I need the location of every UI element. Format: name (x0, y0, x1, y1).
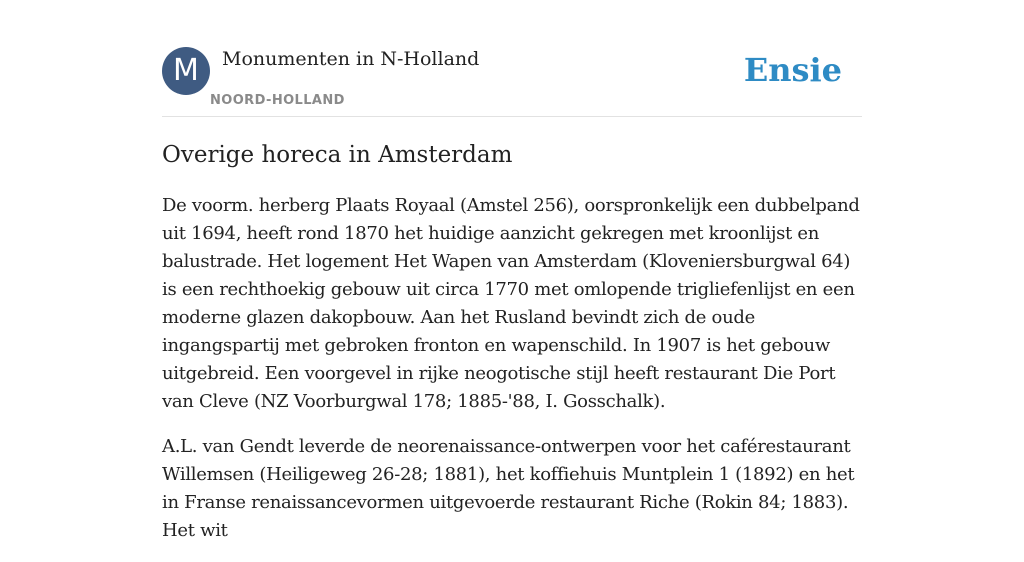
article (162, 139, 866, 562)
header (162, 47, 862, 117)
avatar[interactable]: M (162, 47, 210, 95)
article-paragraph-2: A.L. van Gendt leverde de neorenaissance-ontwerpen voor het caférestaurant Willemsen (Heiligeweg 26-28; 1881), het koffiehuis Muntplein 1 (1892) en het in Franse renaissancevormen uitgevoerde restaurant Riche (Rokin 84; 1883). Het wit (162, 436, 855, 541)
article-paragraph-1: De voorm. herberg Plaats Royaal (Amstel 256), oorspronkelijk een dubbelpand uit 1694, heeft rond 1870 het huidige aanzicht gekregen met kroonlijst en balustrade. Het logement Het Wapen van Amsterdam (Kloveniersburgwal 64) is een rechthoekig gebouw uit circa 1770 met omlopende trigliefenlijst en een moderne glazen dakopbouw. Aan het Rusland bevindt zich de oude ingangspartij met gebroken fronton en wapenschild. In 1907 is het gebouw uitgebreid. Een voorgevel in rijke neogotische stijl heeft restaurant Die Port van Cleve (NZ Voorburgwal 178; 1885-'88, I. Gosschalk). (162, 195, 860, 412)
brand-logo[interactable]: Ensie (743, 51, 842, 89)
site-title[interactable]: Monumenten in N-Holland (222, 48, 480, 70)
article-title: Overige horeca in Amsterdam (162, 142, 513, 168)
category-label[interactable]: NOORD-HOLLAND (210, 93, 345, 108)
